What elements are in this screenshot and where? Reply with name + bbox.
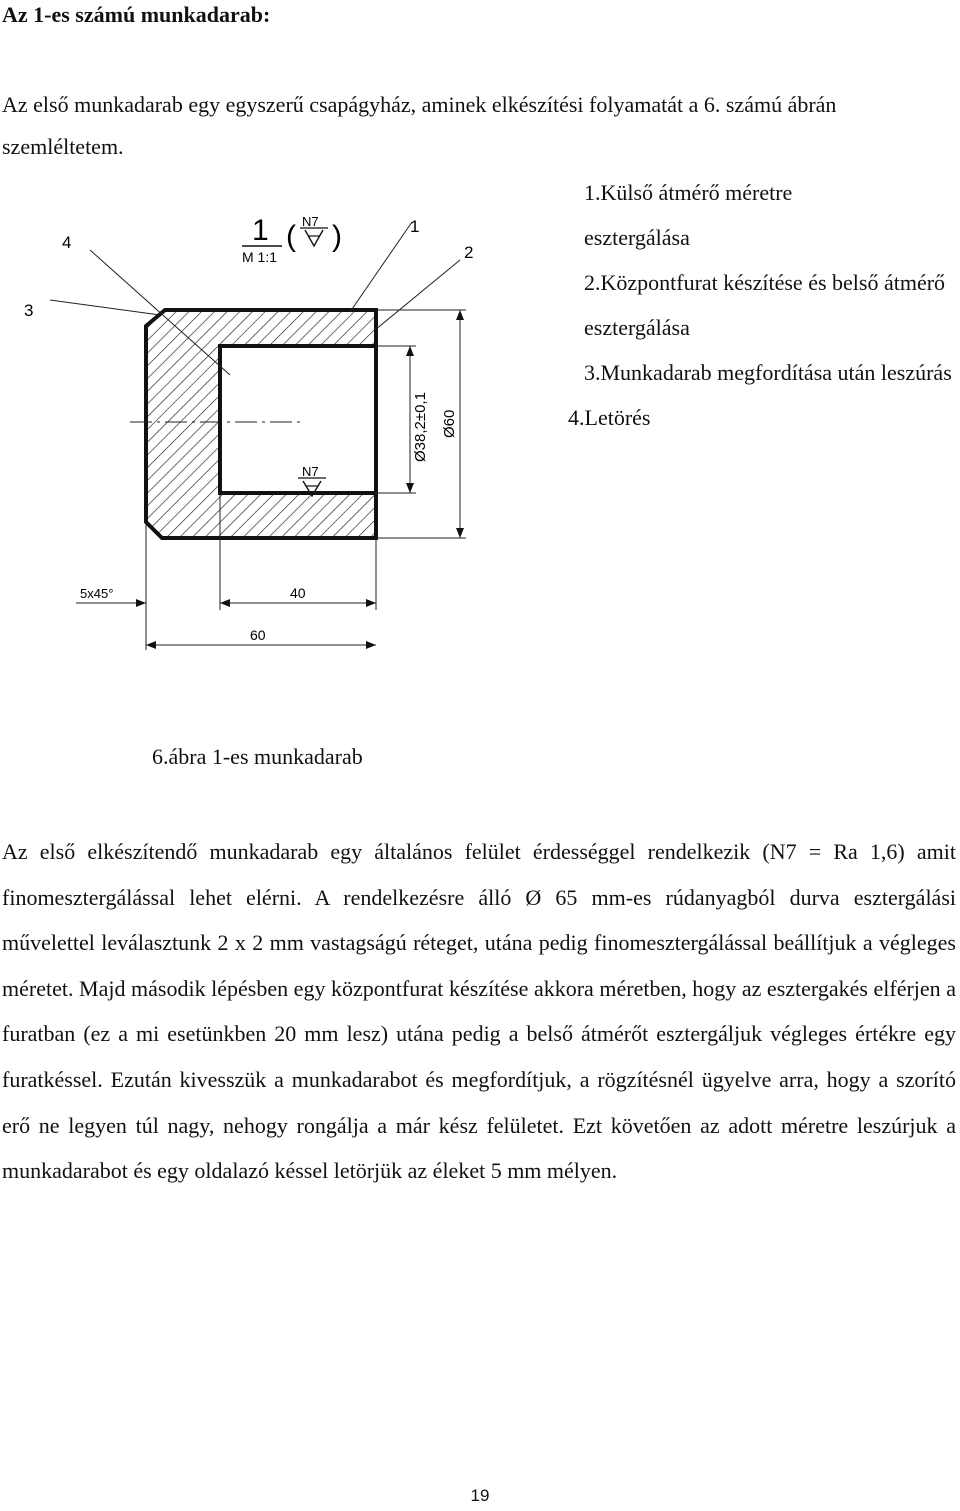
callout-2: 2 bbox=[464, 243, 474, 262]
dim-60: 60 bbox=[250, 627, 266, 643]
drawing-number: 1 bbox=[252, 214, 269, 247]
bore-cavity bbox=[220, 346, 376, 493]
roughness-main-label: N7 bbox=[302, 214, 319, 229]
step-item-3: 3.Munkadarab megfordítása után leszúrás bbox=[584, 360, 952, 385]
technical-drawing bbox=[20, 200, 520, 670]
page-number: 19 bbox=[470, 1486, 490, 1505]
step-item-2: 2.Központfurat készítése és belső átmérő esztergálása bbox=[584, 270, 946, 340]
roughness-symbol-icon bbox=[305, 230, 323, 246]
dim-chamfer: 5x45° bbox=[80, 586, 114, 601]
callout-leader-2 bbox=[375, 260, 460, 330]
dim-outer: Ø60 bbox=[441, 409, 458, 438]
process-steps-list bbox=[568, 170, 954, 440]
body-paragraph: Az első elkészítendő munkadarab egy általános felület érdességgel rendelkezik (N7 = Ra 1,6) amit finomesztergálással lehet elérni. A rendelkezésre álló Ø 65 mm-es rúdanyagból durva esztergálási művelettel leválasztunk 2 x 2 mm vastagságú réteget, utána pedig finomesztergálással beállítjuk a végleges méretet. Majd második lépésben egy központfurat készítése akkora méretben, hogy az esztergakés elférjen a furatban (ez a mi esetünkben 20 mm lesz) utána pedig a belső átmérőt esztergáljuk végleges értékre egy furatkéssel. Ezután kivesszük a munkadarabot és megfordítjuk, a rögzítésnél ügyelve arra, hogy a szorító erő ne legyen túl nagy, nehogy rongálja a már kész felületet. Ezt követően az adott méretre leszúrjuk a munkadarabot és egy oldalazó késsel letörjük az éleket 5 mm mélyen. bbox=[2, 839, 956, 1184]
paren-close: ) bbox=[332, 220, 342, 253]
callout-1: 1 bbox=[410, 217, 420, 236]
dim-40: 40 bbox=[290, 585, 306, 601]
callout-3: 3 bbox=[24, 301, 34, 320]
intro-paragraph: Az első munkadarab egy egyszerű csapágyház, aminek elkészítési folyamatát a 6. számú ábrán szemléltetem. bbox=[2, 92, 837, 159]
figure-caption: 6.ábra 1-es munkadarab bbox=[152, 744, 363, 769]
dim-bore: Ø38,2±0,1 bbox=[412, 392, 429, 462]
callout-4: 4 bbox=[62, 233, 72, 252]
callout-leader-1 bbox=[350, 222, 412, 312]
callout-leader-3 bbox=[50, 300, 160, 315]
roughness-bore-label: N7 bbox=[302, 464, 319, 479]
step-item-1: 1.Külső átmérő méretre esztergálása bbox=[584, 180, 793, 250]
paren-open: ( bbox=[286, 220, 296, 253]
step-item-4: 4.Letörés bbox=[568, 405, 651, 430]
drawing-scale: M 1:1 bbox=[242, 249, 278, 265]
section-heading: Az 1-es számú munkadarab: bbox=[2, 2, 271, 27]
